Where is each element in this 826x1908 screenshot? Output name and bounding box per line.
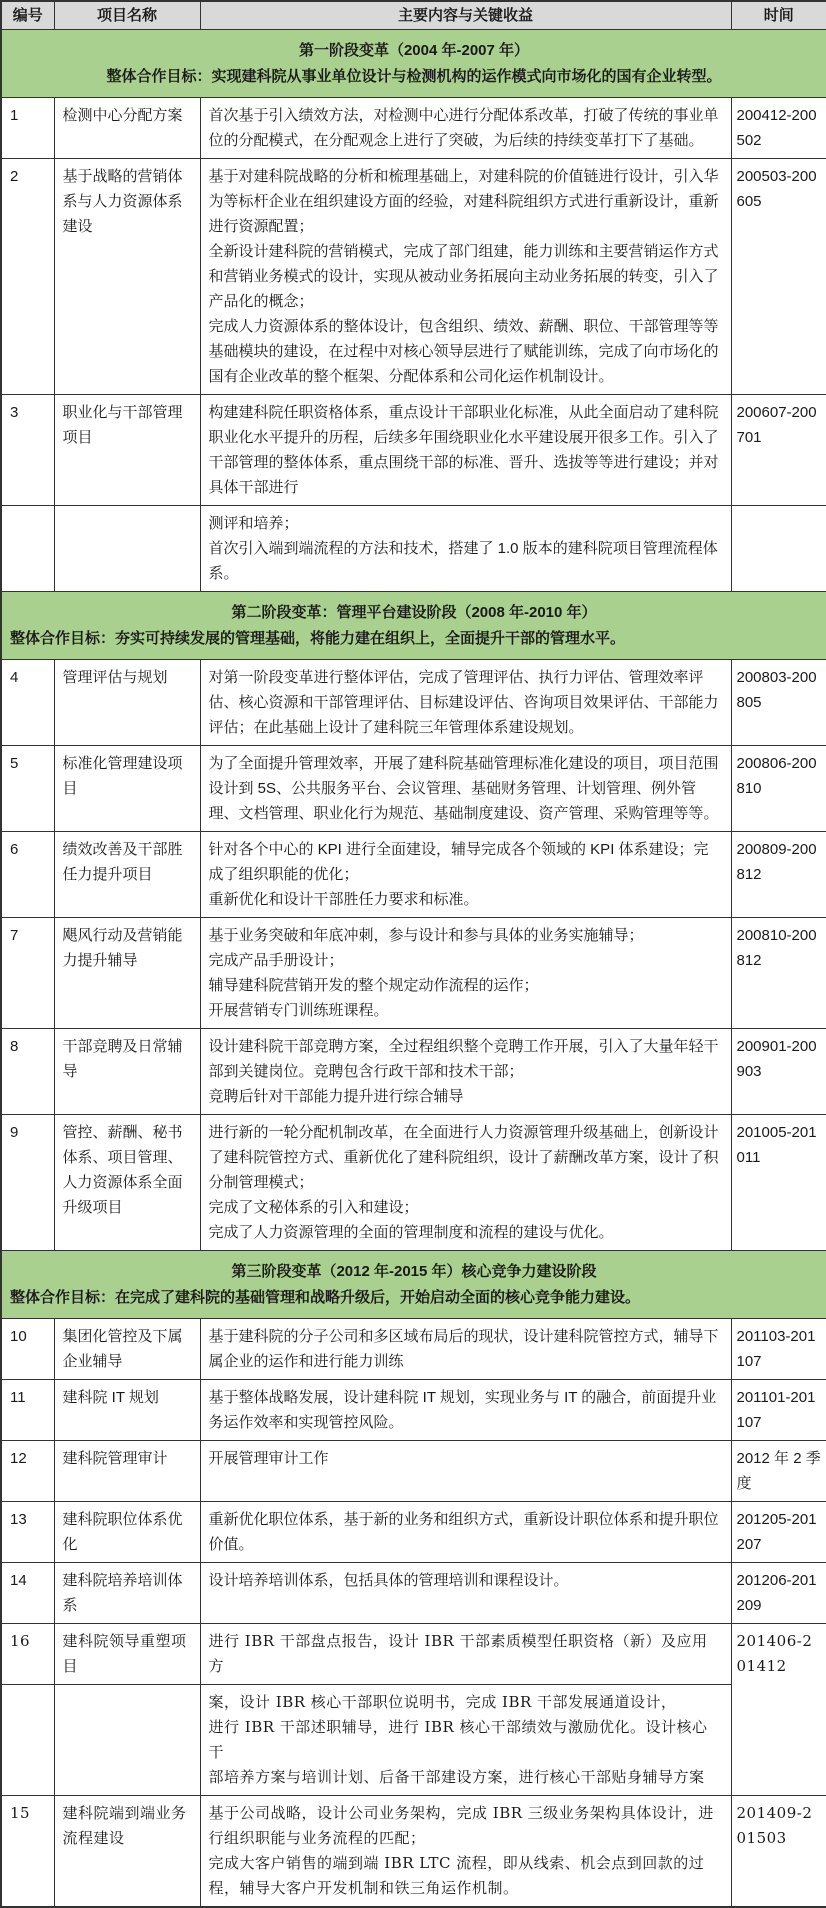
table-row	[1, 1685, 826, 1796]
row-number-cell: 3	[1, 395, 54, 506]
content-cell	[200, 832, 731, 918]
content-paragraph: 基于公司战略，设计公司业务架构，完成 IBR 三级业务架构具体设计，进行组织职能与业务流程的匹配；	[208, 1804, 714, 1847]
row-number-cell: 13	[1, 1502, 54, 1563]
content-cell	[200, 1796, 731, 1908]
time-cell: 200806-200810	[731, 746, 826, 832]
time-cell: 200503-200605	[731, 159, 826, 395]
phase-header-cell	[1, 1251, 826, 1319]
project-name-cell: 干部竞聘及日常辅导	[54, 1029, 200, 1115]
project-name-cell: 建科院培养培训体系	[54, 1563, 200, 1624]
phase-title: 第二阶段变革：管理平台建设阶段（2008 年-2010 年）	[231, 604, 597, 621]
content-cell	[200, 746, 731, 832]
row-number-cell: 16	[1, 1624, 54, 1685]
table-row	[1, 1796, 826, 1908]
phase-goal: 整体合作目标：夯实可持续发展的管理基础，将能力建在组织上，全面提升干部的管理水平。	[10, 630, 626, 647]
table-row	[1, 832, 826, 918]
content-paragraph: 针对各个中心的 KPI 进行全面建设，辅导完成各个领域的 KPI 体系建设；完成了组织职能的优化；	[208, 841, 709, 883]
time-cell: 201206-201209	[731, 1563, 826, 1624]
time-cell: 200803-200805	[731, 660, 826, 746]
phase-header-row	[1, 592, 826, 660]
content-paragraph: 为了全面提升管理效率，开展了建科院基础管理标准化建设的项目，项目范围设计到 5S、公共服务平台、会议管理、基础财务管理、计划管理、例外管理、文档管理、职业化行为规范、基础制度建设、资产管理、采购管理等等。	[208, 755, 719, 822]
row-number-cell: 15	[1, 1796, 54, 1908]
table-row	[1, 98, 826, 159]
time-cell: 200809-200812	[731, 832, 826, 918]
content-cell	[200, 1563, 731, 1624]
content-paragraph: 基于对建科院战略的分析和梳理基础上，对建科院的价值链进行设计，引入华为等标杆企业在组织建设方面的经验，对建科院组织方式进行重新设计，重新进行资源配置；	[208, 168, 719, 235]
content-paragraph: 设计建科院干部竞聘方案，全过程组织整个竞聘工作开展，引入了大量年轻干部到关键岗位。竞聘包含行政干部和技术干部；	[208, 1038, 719, 1080]
time-cell: 200607-200701	[731, 395, 826, 506]
content-paragraph: 完成了文秘体系的引入和建设；	[208, 1199, 419, 1216]
project-name-cell: 飓风行动及营销能力提升辅导	[54, 918, 200, 1029]
row-number-cell: 8	[1, 1029, 54, 1115]
time-cell: 201409-201503	[731, 1796, 826, 1908]
content-paragraph: 开展管理审计工作	[208, 1450, 329, 1467]
project-name-cell: 绩效改善及干部胜任力提升项目	[54, 832, 200, 918]
content-cell	[200, 1319, 731, 1380]
time-cell: 200412-200502	[731, 98, 826, 159]
time-cell: 200901-200903	[731, 1029, 826, 1115]
table-row	[1, 1115, 826, 1251]
content-paragraph: 基于业务突破和年底冲刺，参与设计和参与具体的业务实施辅导；	[208, 927, 644, 944]
time-cell: 201101-201107	[731, 1380, 826, 1441]
phase-header-cell	[1, 30, 826, 98]
content-cell	[200, 159, 731, 395]
content-paragraph: 全新设计建科院的营销模式，完成了部门组建，能力训练和主要营销运作方式和营销业务模式的设计，实现从被动业务拓展向主动业务拓展的转变，引入了产品化的概念；	[208, 243, 719, 310]
content-cell	[200, 506, 731, 592]
table-row	[1, 660, 826, 746]
content-paragraph: 测评和培养；	[208, 515, 299, 532]
project-name-cell: 基于战略的营销体系与人力资源体系建设	[54, 159, 200, 395]
phase-title: 第一阶段变革（2004 年-2007 年）	[298, 42, 530, 59]
content-paragraph: 进行 IBR 干部述职辅导，进行 IBR 核心干部绩效与激励优化。设计核心干	[208, 1718, 708, 1761]
table-row	[1, 1441, 826, 1502]
content-paragraph: 首次基于引入绩效方法，对检测中心进行分配体系改革，打破了传统的事业单位的分配模式，在分配观念上进行了突破，为后续的持续变革打下了基础。	[208, 107, 719, 149]
table-row	[1, 1380, 826, 1441]
phase-header-row	[1, 1251, 826, 1319]
project-name-cell: 建科院 IT 规划	[54, 1380, 200, 1441]
content-paragraph: 基于建科院的分子公司和多区域布局后的现状，设计建科院管控方式，辅导下属企业的运作和进行能力训练	[208, 1328, 719, 1370]
project-name-cell: 管控、薪酬、秘书体系、项目管理、人力资源体系全面升级项目	[54, 1115, 200, 1251]
table-row	[1, 1563, 826, 1624]
content-paragraph: 进行新的一轮分配机制改革，在全面进行人力资源管理升级基础上，创新设计了建科院管控方式、重新优化了建科院组织，设计了薪酬改革方案，设计了积分制管理模式；	[208, 1124, 719, 1191]
row-number-cell: 4	[1, 660, 54, 746]
column-header-project-name: 项目名称	[54, 1, 200, 30]
project-name-cell: 建科院领导重塑项目	[54, 1624, 200, 1685]
table-row	[1, 1029, 826, 1115]
content-paragraph: 进行 IBR 干部盘点报告，设计 IBR 干部素质模型任职资格（新）及应用方	[208, 1632, 708, 1675]
row-number-cell: 7	[1, 918, 54, 1029]
table-row	[1, 918, 826, 1029]
row-number-cell	[1, 506, 54, 592]
content-paragraph: 完成产品手册设计；	[208, 952, 344, 969]
content-cell	[200, 395, 731, 506]
column-header-content: 主要内容与关键收益	[200, 1, 731, 30]
time-cell	[731, 506, 826, 592]
content-cell	[200, 1441, 731, 1502]
project-name-cell	[54, 506, 200, 592]
phase-header-cell	[1, 592, 826, 660]
table-row	[1, 159, 826, 395]
project-name-cell: 标准化管理建设项目	[54, 746, 200, 832]
content-paragraph: 完成人力资源体系的整体设计，包含组织、绩效、薪酬、职位、干部管理等等基础模块的建设，在过程中对核心领导层进行了赋能训练，完成了向市场化的国有企业改革的整个框架、分配体系和公司化运作机制设计。	[208, 318, 719, 385]
project-name-cell: 检测中心分配方案	[54, 98, 200, 159]
content-paragraph: 完成大客户销售的端到端 IBR LTC 流程，即从线索、机会点到回款的过程，辅导大客户开发机制和铁三角运作机制。	[208, 1854, 705, 1897]
time-cell: 200810-200812	[731, 918, 826, 1029]
content-cell	[200, 1624, 731, 1685]
content-paragraph: 首次引入端到端流程的方法和技术，搭建了 1.0 版本的建科院项目管理流程体系。	[208, 540, 718, 582]
table-row	[1, 1624, 826, 1685]
row-number-cell: 10	[1, 1319, 54, 1380]
row-number-cell: 11	[1, 1380, 54, 1441]
project-name-cell	[54, 1685, 200, 1796]
project-name-cell: 管理评估与规划	[54, 660, 200, 746]
row-number-cell: 5	[1, 746, 54, 832]
project-name-cell: 建科院职位体系优化	[54, 1502, 200, 1563]
column-header-number: 编号	[1, 1, 54, 30]
row-number-cell: 9	[1, 1115, 54, 1251]
project-name-cell: 集团化管控及下属企业辅导	[54, 1319, 200, 1380]
content-cell	[200, 1380, 731, 1441]
content-cell	[200, 660, 731, 746]
content-paragraph: 开展营销专门训练班课程。	[208, 1002, 389, 1019]
content-paragraph: 案，设计 IBR 核心干部职位说明书，完成 IBR 干部发展通道设计，	[208, 1693, 677, 1711]
table-row	[1, 1319, 826, 1380]
project-name-cell: 职业化与干部管理项目	[54, 395, 200, 506]
row-number-cell: 14	[1, 1563, 54, 1624]
table-header-row	[1, 1, 826, 30]
content-paragraph: 重新优化和设计干部胜任力要求和标准。	[208, 891, 479, 908]
row-number-cell: 1	[1, 98, 54, 159]
content-paragraph: 基于整体战略发展，设计建科院 IT 规划，实现业务与 IT 的融合，前面提升业务运作效率和实现管控风险。	[208, 1389, 717, 1431]
content-paragraph: 部培养方案与培训计划、后备干部建设方案，进行核心干部贴身辅导方案	[208, 1768, 705, 1786]
content-paragraph: 构建建科院任职资格体系，重点设计干部职业化标准，从此全面启动了建科院职业化水平提升的历程，后续多年围绕职业化水平建设展开很多工作。引入了干部管理的整体体系，重点围绕干部的标准、晋升、选拔等等进行建设；并对具体干部进行	[208, 404, 719, 496]
phase-goal: 整体合作目标：实现建科院从事业单位设计与检测机构的运作模式向市场化的国有企业转型。	[106, 68, 722, 85]
phase-header-row	[1, 30, 826, 98]
content-paragraph: 竞聘后针对干部能力提升进行综合辅导	[208, 1088, 464, 1105]
time-cell: 2012 年 2 季度	[731, 1441, 826, 1502]
column-header-time: 时间	[731, 1, 826, 30]
content-paragraph: 对第一阶段变革进行整体评估，完成了管理评估、执行力评估、管理效率评估、核心资源和干部管理评估、目标建设评估、咨询项目效果评估、干部能力评估；在此基础上设计了建科院三年管理体系建设规划。	[208, 669, 719, 736]
project-name-cell: 建科院管理审计	[54, 1441, 200, 1502]
content-cell	[200, 98, 731, 159]
phase-title: 第三阶段变革（2012 年-2015 年）核心竞争力建设阶段	[231, 1263, 597, 1280]
project-name-cell: 建科院端到端业务流程建设	[54, 1796, 200, 1908]
row-number-cell	[1, 1685, 54, 1796]
content-paragraph: 重新优化职位体系，基于新的业务和组织方式，重新设计职位体系和提升职位价值。	[208, 1511, 719, 1553]
time-cell: 201406-201412	[731, 1624, 826, 1796]
content-paragraph: 辅导建科院营销开发的整个规定动作流程的运作；	[208, 977, 539, 994]
content-cell	[200, 918, 731, 1029]
content-cell	[200, 1029, 731, 1115]
row-number-cell: 2	[1, 159, 54, 395]
time-cell: 201205-201207	[731, 1502, 826, 1563]
time-cell: 201005-201011	[731, 1115, 826, 1251]
content-paragraph: 设计培养培训体系，包括具体的管理培训和课程设计。	[208, 1572, 569, 1589]
content-paragraph: 完成了人力资源管理的全面的管理制度和流程的建设与优化。	[208, 1224, 614, 1241]
row-number-cell: 6	[1, 832, 54, 918]
content-cell	[200, 1685, 731, 1796]
content-cell	[200, 1115, 731, 1251]
table-row	[1, 506, 826, 592]
time-cell: 201103-201107	[731, 1319, 826, 1380]
row-number-cell: 12	[1, 1441, 54, 1502]
phase-goal: 整体合作目标：在完成了建科院的基础管理和战略升级后，开始启动全面的核心竞争能力建设。	[10, 1289, 641, 1306]
content-cell	[200, 1502, 731, 1563]
table-row	[1, 395, 826, 506]
table-row	[1, 1502, 826, 1563]
table-row	[1, 746, 826, 832]
